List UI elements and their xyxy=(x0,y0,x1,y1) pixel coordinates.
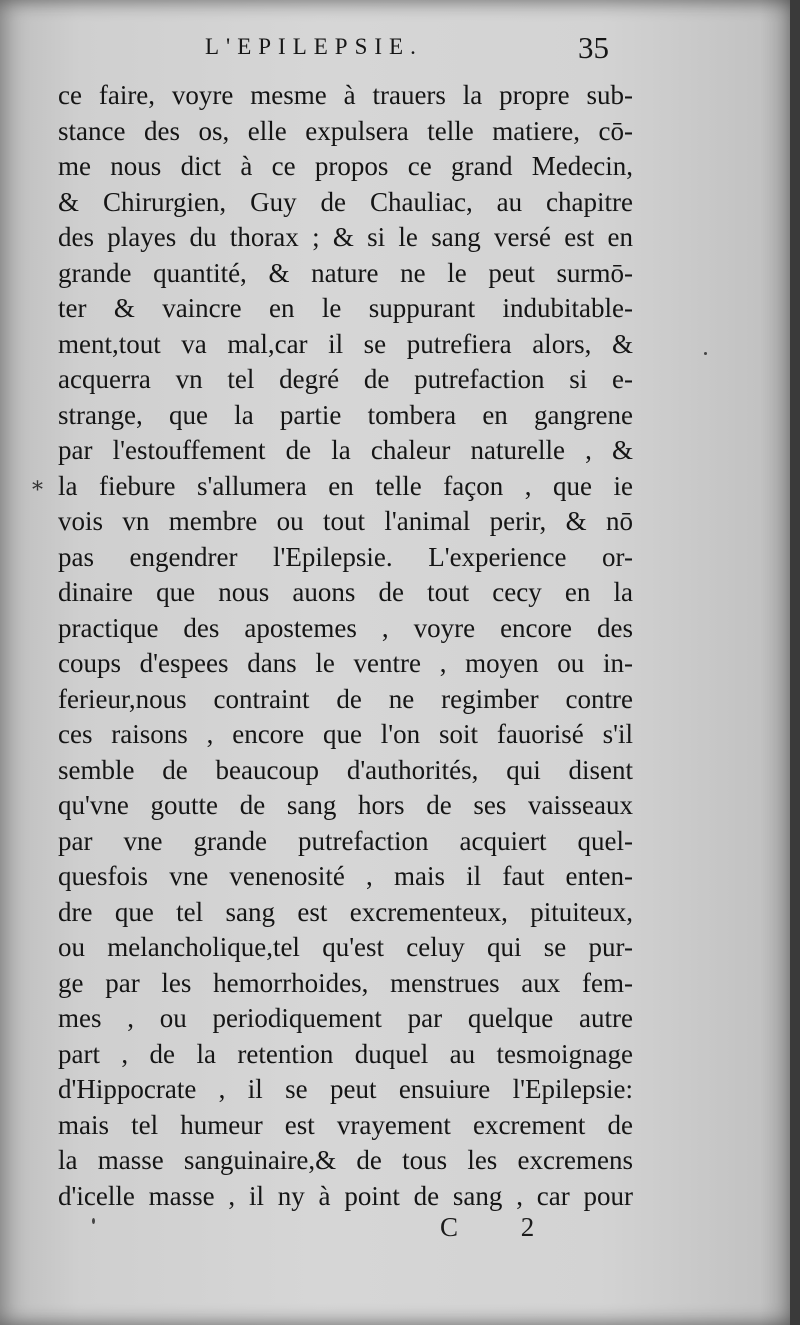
text-line: pas engendrer l'Epilepsie. L'experience or- xyxy=(58,541,633,572)
text-line: dre que tel sang est excrementeux, pituiteux, xyxy=(58,896,633,927)
text-line: vois vn membre ou tout l'animal perir, & nō xyxy=(58,506,633,536)
text-line: ferieur,nous contraint de ne regimber contre xyxy=(58,683,633,714)
text-line: dinaire que nous auons de tout cecy en la xyxy=(58,577,633,607)
text-line: des playes du thorax ; & si le sang versé est en xyxy=(58,222,633,252)
text-line: quesfois vne venenosité , mais il faut enten- xyxy=(58,861,633,891)
text-line: ment,tout va mal,car il se putrefiera alors, & xyxy=(58,328,633,359)
text-line: part , de la retention duquel au tesmoignage xyxy=(58,1038,633,1069)
text-line: qu'vne goutte de sang hors de ses vaisseaux xyxy=(58,790,633,820)
text-line: ter & vaincre en le suppurant indubitable- xyxy=(58,293,633,323)
ink-speck xyxy=(92,1218,95,1224)
text-line: ces raisons , encore que l'on soit fauorisé s'il xyxy=(58,719,633,749)
text-line: mes , ou periodiquement par quelque autre xyxy=(58,1003,633,1033)
text-line: coups d'espees dans le ventre , moyen ou in- xyxy=(58,648,633,678)
text-line: & Chirurgien, Guy de Chauliac, au chapitre xyxy=(58,186,633,217)
page-edge-shadow xyxy=(790,0,800,1325)
text-line: par l'estouffement de la chaleur naturelle , & xyxy=(58,435,633,465)
text-line: la fiebure s'allumera en telle façon , que ie xyxy=(58,470,633,501)
text-line: me nous dict à ce propos ce grand Medecin, xyxy=(58,151,633,181)
signature-mark: C 2 xyxy=(440,1212,563,1242)
margin-ink-mark: ⁎ xyxy=(32,470,43,495)
text-line: ge par les hemorrhoides, menstrues aux fem- xyxy=(58,967,633,998)
page-number: 35 xyxy=(578,30,609,65)
text-line: d'icelle masse , il ny à point de sang , car pour xyxy=(58,1180,633,1211)
running-head xyxy=(0,30,800,70)
text-line: la masse sanguinaire,& de tous les excremens xyxy=(58,1145,633,1175)
text-line: ce faire, voyre mesme à trauers la propre sub- xyxy=(58,80,633,110)
text-line: acquerra vn tel degré de putrefaction si e- xyxy=(58,364,633,394)
text-line: mais tel humeur est vrayement excrement de xyxy=(58,1109,633,1140)
text-line: strange, que la partie tombera en gangrene xyxy=(58,399,633,430)
text-line: grande quantité, & nature ne le peut surmō- xyxy=(58,257,633,288)
running-title: L'EPILEPSIE. xyxy=(205,34,423,59)
body-text xyxy=(58,78,633,1214)
text-line: par vne grande putrefaction acquiert quel- xyxy=(58,825,633,856)
text-line: practique des apostemes , voyre encore des xyxy=(58,612,633,643)
text-line: semble de beaucoup d'authorités, qui disent xyxy=(58,754,633,785)
ink-speck xyxy=(704,352,707,355)
text-line: d'Hippocrate , il se peut ensuiure l'Epilepsie: xyxy=(58,1074,633,1104)
text-line: stance des os, elle expulsera telle matiere, cō- xyxy=(58,115,633,146)
text-line: ou melancholique,tel qu'est celuy qui se pur- xyxy=(58,932,633,962)
